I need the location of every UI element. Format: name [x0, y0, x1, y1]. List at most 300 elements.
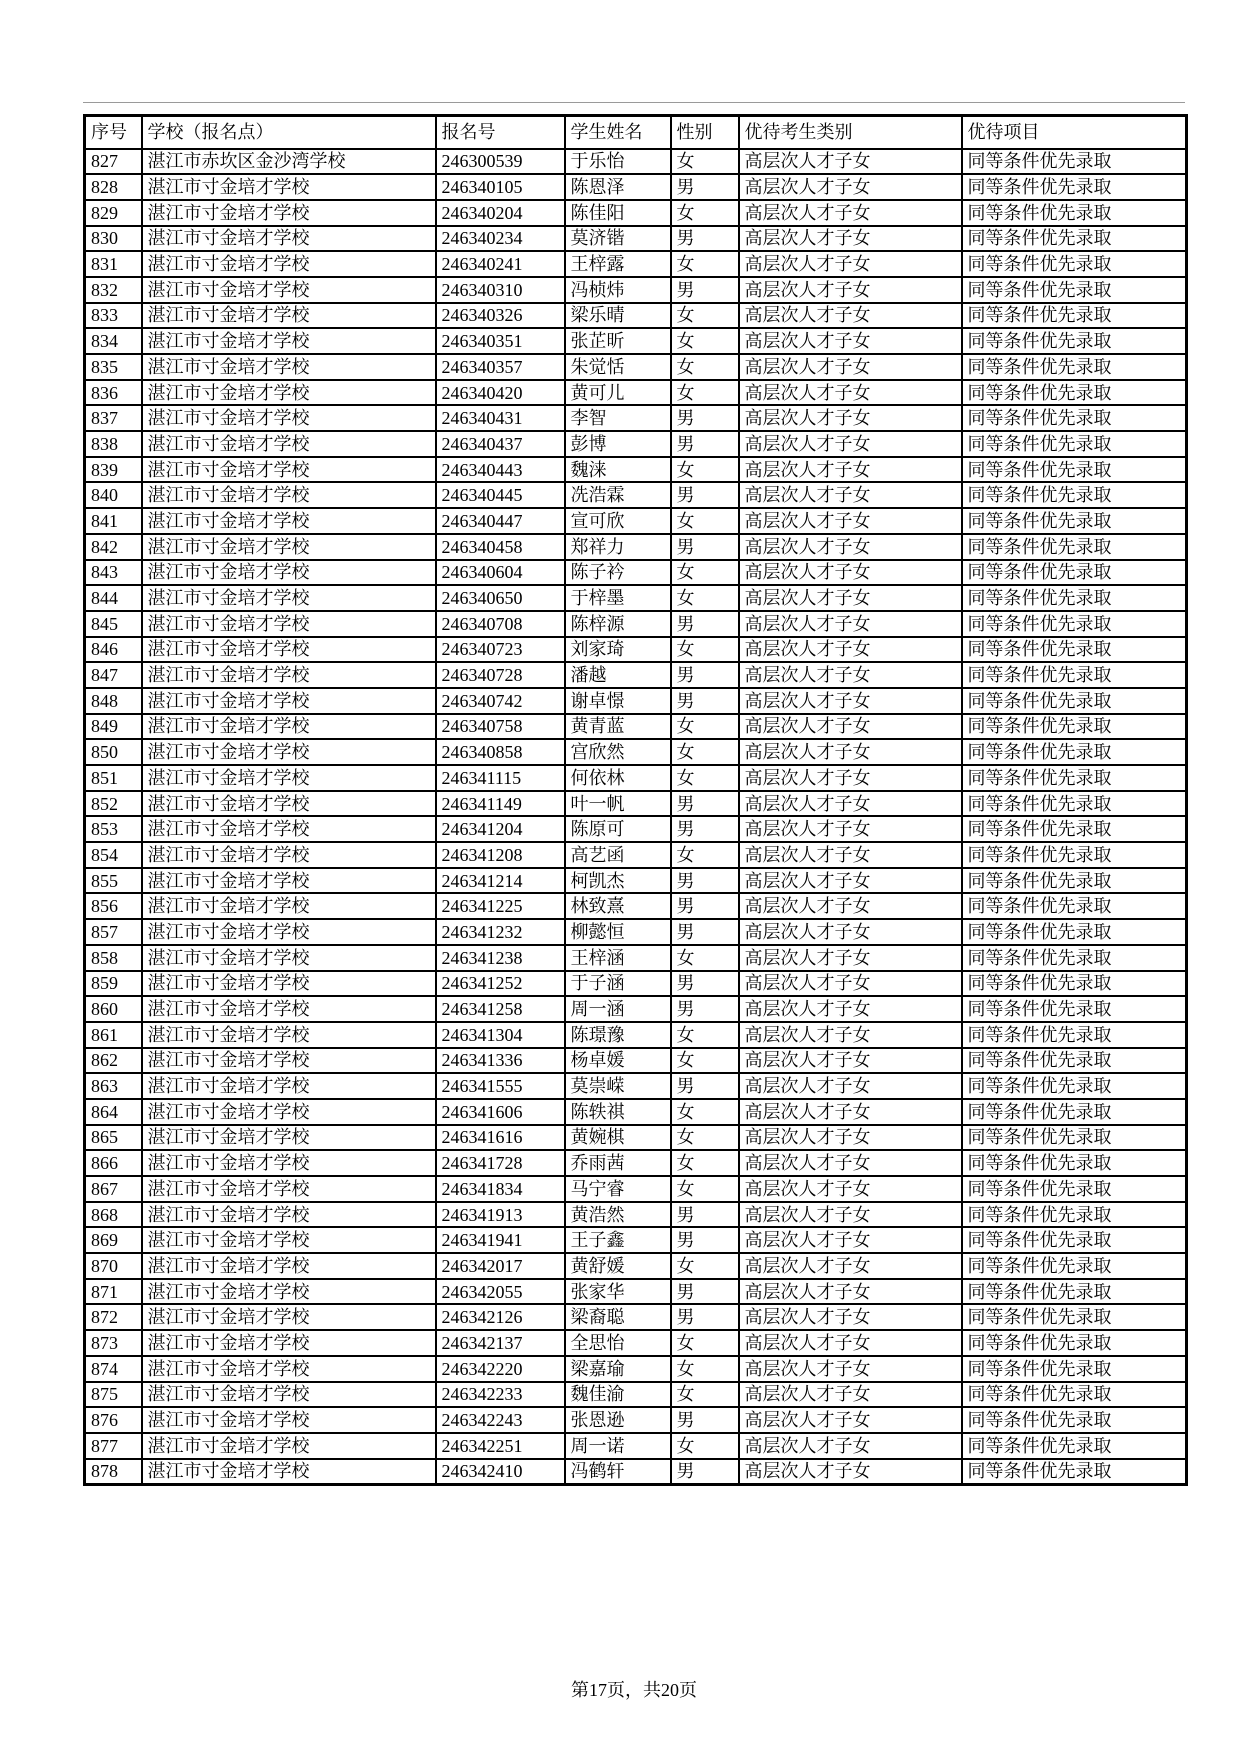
cell-school: 湛江市寸金培才学校: [142, 585, 436, 611]
table-row: [85, 1382, 1187, 1408]
table-row: [85, 996, 1187, 1022]
cell-student-name: 郑祥力: [565, 534, 671, 560]
cell-school: 湛江市寸金培才学校: [142, 1459, 436, 1485]
cell-gender: 男: [671, 1459, 739, 1485]
table-row: [85, 971, 1187, 997]
cell-seq: 858: [85, 945, 142, 971]
table-row: [85, 431, 1187, 457]
cell-category: 高层次人才子女: [739, 1048, 962, 1074]
cell-seq: 849: [85, 714, 142, 740]
cell-gender: 男: [671, 1227, 739, 1253]
cell-item: 同等条件优先录取: [962, 328, 1187, 354]
cell-category: 高层次人才子女: [739, 534, 962, 560]
cell-seq: 857: [85, 919, 142, 945]
cell-item: 同等条件优先录取: [962, 1227, 1187, 1253]
cell-school: 湛江市寸金培才学校: [142, 996, 436, 1022]
cell-gender: 女: [671, 765, 739, 791]
cell-category: 高层次人才子女: [739, 482, 962, 508]
cell-category: 高层次人才子女: [739, 1099, 962, 1125]
cell-category: 高层次人才子女: [739, 637, 962, 663]
header-school: 学校（报名点）: [142, 116, 436, 149]
page-number: 第17页，共20页: [571, 1680, 697, 1700]
cell-category: 高层次人才子女: [739, 328, 962, 354]
cell-category: 高层次人才子女: [739, 508, 962, 534]
cell-student-name: 乔雨茜: [565, 1150, 671, 1176]
cell-item: 同等条件优先录取: [962, 739, 1187, 765]
cell-item: 同等条件优先录取: [962, 1382, 1187, 1408]
header-row: [85, 116, 1187, 149]
cell-gender: 女: [671, 1150, 739, 1176]
cell-item: 同等条件优先录取: [962, 1304, 1187, 1330]
cell-student-name: 梁裔聪: [565, 1304, 671, 1330]
cell-item: 同等条件优先录取: [962, 534, 1187, 560]
cell-gender: 女: [671, 328, 739, 354]
cell-seq: 868: [85, 1202, 142, 1228]
cell-school: 湛江市寸金培才学校: [142, 200, 436, 226]
cell-school: 湛江市寸金培才学校: [142, 816, 436, 842]
cell-category: 高层次人才子女: [739, 1125, 962, 1151]
cell-reg-no: 246341555: [436, 1073, 565, 1099]
cell-seq: 829: [85, 200, 142, 226]
cell-item: 同等条件优先录取: [962, 405, 1187, 431]
cell-student-name: 全思怡: [565, 1330, 671, 1356]
cell-reg-no: 246340234: [436, 226, 565, 252]
table-row: [85, 200, 1187, 226]
cell-category: 高层次人才子女: [739, 765, 962, 791]
cell-item: 同等条件优先录取: [962, 303, 1187, 329]
cell-student-name: 莫崇嵘: [565, 1073, 671, 1099]
cell-gender: 女: [671, 508, 739, 534]
table-row: [85, 1150, 1187, 1176]
cell-seq: 866: [85, 1150, 142, 1176]
cell-student-name: 于梓墨: [565, 585, 671, 611]
cell-seq: 874: [85, 1356, 142, 1382]
table-row: [85, 1099, 1187, 1125]
cell-category: 高层次人才子女: [739, 714, 962, 740]
cell-item: 同等条件优先录取: [962, 816, 1187, 842]
cell-student-name: 高艺函: [565, 842, 671, 868]
cell-student-name: 朱觉恬: [565, 354, 671, 380]
cell-gender: 女: [671, 251, 739, 277]
cell-school: 湛江市寸金培才学校: [142, 868, 436, 894]
cell-gender: 女: [671, 149, 739, 175]
cell-reg-no: 246341204: [436, 816, 565, 842]
table-row: [85, 1304, 1187, 1330]
cell-gender: 女: [671, 1176, 739, 1202]
cell-gender: 女: [671, 560, 739, 586]
cell-seq: 847: [85, 662, 142, 688]
cell-seq: 839: [85, 457, 142, 483]
cell-reg-no: 246342233: [436, 1382, 565, 1408]
cell-category: 高层次人才子女: [739, 971, 962, 997]
cell-item: 同等条件优先录取: [962, 1202, 1187, 1228]
table-row: [85, 1330, 1187, 1356]
cell-category: 高层次人才子女: [739, 277, 962, 303]
cell-school: 湛江市寸金培才学校: [142, 765, 436, 791]
cell-reg-no: 246340420: [436, 380, 565, 406]
table-row: [85, 1227, 1187, 1253]
cell-category: 高层次人才子女: [739, 226, 962, 252]
cell-seq: 850: [85, 739, 142, 765]
cell-student-name: 陈梓源: [565, 611, 671, 637]
cell-reg-no: 246340458: [436, 534, 565, 560]
table-header: [85, 116, 1187, 149]
cell-item: 同等条件优先录取: [962, 277, 1187, 303]
cell-seq: 846: [85, 637, 142, 663]
cell-item: 同等条件优先录取: [962, 585, 1187, 611]
cell-school: 湛江市寸金培才学校: [142, 380, 436, 406]
cell-student-name: 陈佳阳: [565, 200, 671, 226]
cell-school: 湛江市寸金培才学校: [142, 534, 436, 560]
cell-gender: 女: [671, 637, 739, 663]
cell-school: 湛江市寸金培才学校: [142, 1356, 436, 1382]
cell-student-name: 马宁睿: [565, 1176, 671, 1202]
table-row: [85, 945, 1187, 971]
cell-gender: 女: [671, 354, 739, 380]
cell-item: 同等条件优先录取: [962, 1073, 1187, 1099]
cell-student-name: 黄可儿: [565, 380, 671, 406]
table-row: [85, 637, 1187, 663]
cell-student-name: 莫济锴: [565, 226, 671, 252]
table-row: [85, 380, 1187, 406]
cell-reg-no: 246340357: [436, 354, 565, 380]
cell-school: 湛江市寸金培才学校: [142, 354, 436, 380]
cell-school: 湛江市寸金培才学校: [142, 1073, 436, 1099]
cell-reg-no: 246340310: [436, 277, 565, 303]
cell-student-name: 陈轶祺: [565, 1099, 671, 1125]
cell-item: 同等条件优先录取: [962, 945, 1187, 971]
cell-category: 高层次人才子女: [739, 149, 962, 175]
cell-seq: 872: [85, 1304, 142, 1330]
cell-reg-no: 246341149: [436, 791, 565, 817]
cell-reg-no: 246340241: [436, 251, 565, 277]
cell-category: 高层次人才子女: [739, 893, 962, 919]
cell-school: 湛江市寸金培才学校: [142, 945, 436, 971]
cell-category: 高层次人才子女: [739, 354, 962, 380]
cell-category: 高层次人才子女: [739, 380, 962, 406]
cell-category: 高层次人才子女: [739, 585, 962, 611]
cell-category: 高层次人才子女: [739, 1202, 962, 1228]
cell-reg-no: 246342410: [436, 1459, 565, 1485]
cell-student-name: 杨卓媛: [565, 1048, 671, 1074]
table-row: [85, 1048, 1187, 1074]
cell-gender: 女: [671, 714, 739, 740]
cell-seq: 853: [85, 816, 142, 842]
cell-item: 同等条件优先录取: [962, 174, 1187, 200]
cell-reg-no: 246341616: [436, 1125, 565, 1151]
cell-student-name: 黄舒媛: [565, 1253, 671, 1279]
cell-category: 高层次人才子女: [739, 1073, 962, 1099]
cell-item: 同等条件优先录取: [962, 919, 1187, 945]
cell-category: 高层次人才子女: [739, 842, 962, 868]
cell-student-name: 柳懿恒: [565, 919, 671, 945]
cell-seq: 833: [85, 303, 142, 329]
cell-student-name: 刘家琦: [565, 637, 671, 663]
cell-reg-no: 246341238: [436, 945, 565, 971]
cell-reg-no: 246340351: [436, 328, 565, 354]
cell-item: 同等条件优先录取: [962, 868, 1187, 894]
cell-item: 同等条件优先录取: [962, 457, 1187, 483]
cell-item: 同等条件优先录取: [962, 688, 1187, 714]
cell-student-name: 谢卓憬: [565, 688, 671, 714]
cell-student-name: 潘越: [565, 662, 671, 688]
cell-gender: 女: [671, 1125, 739, 1151]
cell-item: 同等条件优先录取: [962, 1125, 1187, 1151]
cell-gender: 男: [671, 1304, 739, 1330]
table-row: [85, 328, 1187, 354]
cell-seq: 837: [85, 405, 142, 431]
header-seq: 序号: [85, 116, 142, 149]
cell-gender: 男: [671, 791, 739, 817]
cell-seq: 860: [85, 996, 142, 1022]
cell-seq: 827: [85, 149, 142, 175]
cell-seq: 834: [85, 328, 142, 354]
cell-category: 高层次人才子女: [739, 1279, 962, 1305]
cell-gender: 女: [671, 1253, 739, 1279]
cell-category: 高层次人才子女: [739, 688, 962, 714]
cell-item: 同等条件优先录取: [962, 251, 1187, 277]
cell-reg-no: 246342137: [436, 1330, 565, 1356]
cell-reg-no: 246341941: [436, 1227, 565, 1253]
cell-reg-no: 246341606: [436, 1099, 565, 1125]
cell-student-name: 陈璟豫: [565, 1022, 671, 1048]
cell-gender: 男: [671, 1407, 739, 1433]
cell-category: 高层次人才子女: [739, 303, 962, 329]
cell-gender: 男: [671, 893, 739, 919]
cell-student-name: 张家华: [565, 1279, 671, 1305]
cell-item: 同等条件优先录取: [962, 1176, 1187, 1202]
table-row: [85, 508, 1187, 534]
header-gender: 性别: [671, 116, 739, 149]
table-row: [85, 174, 1187, 200]
cell-seq: 835: [85, 354, 142, 380]
cell-student-name: 梁嘉瑜: [565, 1356, 671, 1382]
cell-category: 高层次人才子女: [739, 1176, 962, 1202]
cell-reg-no: 246341252: [436, 971, 565, 997]
cell-seq: 864: [85, 1099, 142, 1125]
cell-reg-no: 246342251: [436, 1433, 565, 1459]
cell-school: 湛江市寸金培才学校: [142, 842, 436, 868]
cell-student-name: 宣可欣: [565, 508, 671, 534]
cell-reg-no: 246341232: [436, 919, 565, 945]
cell-school: 湛江市寸金培才学校: [142, 1304, 436, 1330]
cell-category: 高层次人才子女: [739, 405, 962, 431]
cell-gender: 女: [671, 303, 739, 329]
cell-reg-no: 246340443: [436, 457, 565, 483]
cell-category: 高层次人才子女: [739, 1304, 962, 1330]
cell-school: 湛江市寸金培才学校: [142, 662, 436, 688]
cell-seq: 830: [85, 226, 142, 252]
cell-reg-no: 246340326: [436, 303, 565, 329]
cell-item: 同等条件优先录取: [962, 508, 1187, 534]
cell-school: 湛江市寸金培才学校: [142, 1407, 436, 1433]
cell-category: 高层次人才子女: [739, 816, 962, 842]
cell-school: 湛江市寸金培才学校: [142, 1150, 436, 1176]
cell-category: 高层次人才子女: [739, 1356, 962, 1382]
cell-category: 高层次人才子女: [739, 1022, 962, 1048]
cell-category: 高层次人才子女: [739, 431, 962, 457]
cell-school: 湛江市寸金培才学校: [142, 893, 436, 919]
cell-category: 高层次人才子女: [739, 1227, 962, 1253]
cell-school: 湛江市寸金培才学校: [142, 1330, 436, 1356]
cell-student-name: 周一诺: [565, 1433, 671, 1459]
table-row: [85, 765, 1187, 791]
table-row: [85, 1407, 1187, 1433]
table-row: [85, 1022, 1187, 1048]
cell-gender: 男: [671, 1073, 739, 1099]
cell-reg-no: 246340728: [436, 662, 565, 688]
cell-reg-no: 246341214: [436, 868, 565, 894]
cell-category: 高层次人才子女: [739, 662, 962, 688]
cell-item: 同等条件优先录取: [962, 637, 1187, 663]
cell-gender: 男: [671, 816, 739, 842]
cell-gender: 男: [671, 226, 739, 252]
cell-reg-no: 246341208: [436, 842, 565, 868]
cell-gender: 女: [671, 457, 739, 483]
cell-school: 湛江市寸金培才学校: [142, 405, 436, 431]
page-top-rule: [83, 102, 1185, 103]
cell-item: 同等条件优先录取: [962, 1048, 1187, 1074]
cell-gender: 女: [671, 842, 739, 868]
cell-school: 湛江市寸金培才学校: [142, 714, 436, 740]
cell-category: 高层次人才子女: [739, 868, 962, 894]
cell-reg-no: 246341913: [436, 1202, 565, 1228]
table-row: [85, 149, 1187, 175]
cell-item: 同等条件优先录取: [962, 1459, 1187, 1485]
cell-category: 高层次人才子女: [739, 200, 962, 226]
cell-reg-no: 246341336: [436, 1048, 565, 1074]
cell-seq: 865: [85, 1125, 142, 1151]
cell-gender: 男: [671, 611, 739, 637]
cell-gender: 男: [671, 919, 739, 945]
cell-school: 湛江市寸金培才学校: [142, 611, 436, 637]
cell-student-name: 梁乐晴: [565, 303, 671, 329]
cell-gender: 男: [671, 662, 739, 688]
cell-school: 湛江市寸金培才学校: [142, 508, 436, 534]
cell-student-name: 周一涵: [565, 996, 671, 1022]
cell-gender: 男: [671, 1279, 739, 1305]
cell-reg-no: 246300539: [436, 149, 565, 175]
cell-reg-no: 246341728: [436, 1150, 565, 1176]
cell-category: 高层次人才子女: [739, 1459, 962, 1485]
table-row: [85, 662, 1187, 688]
cell-student-name: 于子涵: [565, 971, 671, 997]
cell-seq: 841: [85, 508, 142, 534]
header-category: 优待考生类别: [739, 116, 962, 149]
cell-reg-no: 246340447: [436, 508, 565, 534]
cell-item: 同等条件优先录取: [962, 842, 1187, 868]
cell-category: 高层次人才子女: [739, 1330, 962, 1356]
header-item: 优待项目: [962, 116, 1187, 149]
cell-item: 同等条件优先录取: [962, 996, 1187, 1022]
cell-seq: 831: [85, 251, 142, 277]
cell-reg-no: 246341115: [436, 765, 565, 791]
table-row: [85, 1176, 1187, 1202]
cell-gender: 女: [671, 1356, 739, 1382]
table-row: [85, 251, 1187, 277]
cell-seq: 848: [85, 688, 142, 714]
cell-reg-no: 246340723: [436, 637, 565, 663]
cell-school: 湛江市寸金培才学校: [142, 277, 436, 303]
cell-category: 高层次人才子女: [739, 457, 962, 483]
cell-category: 高层次人才子女: [739, 1253, 962, 1279]
cell-item: 同等条件优先录取: [962, 200, 1187, 226]
cell-category: 高层次人才子女: [739, 1382, 962, 1408]
cell-student-name: 陈子衿: [565, 560, 671, 586]
cell-student-name: 陈原可: [565, 816, 671, 842]
cell-student-name: 张芷昕: [565, 328, 671, 354]
cell-student-name: 黄浩然: [565, 1202, 671, 1228]
cell-reg-no: 246340437: [436, 431, 565, 457]
cell-school: 湛江市寸金培才学校: [142, 1433, 436, 1459]
table-row: [85, 226, 1187, 252]
cell-reg-no: 246340204: [436, 200, 565, 226]
cell-student-name: 彭博: [565, 431, 671, 457]
table-row: [85, 868, 1187, 894]
table-row: [85, 1433, 1187, 1459]
cell-gender: 女: [671, 1022, 739, 1048]
cell-student-name: 叶一帆: [565, 791, 671, 817]
cell-school: 湛江市寸金培才学校: [142, 1048, 436, 1074]
table-row: [85, 303, 1187, 329]
cell-school: 湛江市寸金培才学校: [142, 1176, 436, 1202]
cell-seq: 875: [85, 1382, 142, 1408]
cell-school: 湛江市赤坎区金沙湾学校: [142, 149, 436, 175]
table-row: [85, 534, 1187, 560]
cell-item: 同等条件优先录取: [962, 1330, 1187, 1356]
cell-item: 同等条件优先录取: [962, 662, 1187, 688]
cell-item: 同等条件优先录取: [962, 431, 1187, 457]
cell-category: 高层次人才子女: [739, 919, 962, 945]
cell-category: 高层次人才子女: [739, 174, 962, 200]
cell-gender: 女: [671, 200, 739, 226]
cell-category: 高层次人才子女: [739, 611, 962, 637]
cell-gender: 女: [671, 585, 739, 611]
cell-item: 同等条件优先录取: [962, 354, 1187, 380]
cell-school: 湛江市寸金培才学校: [142, 482, 436, 508]
cell-gender: 女: [671, 1048, 739, 1074]
cell-seq: 845: [85, 611, 142, 637]
cell-gender: 男: [671, 405, 739, 431]
cell-seq: 842: [85, 534, 142, 560]
table-row: [85, 1253, 1187, 1279]
cell-seq: 862: [85, 1048, 142, 1074]
cell-reg-no: 246342055: [436, 1279, 565, 1305]
cell-school: 湛江市寸金培才学校: [142, 971, 436, 997]
cell-seq: 870: [85, 1253, 142, 1279]
cell-seq: 840: [85, 482, 142, 508]
cell-reg-no: 246340708: [436, 611, 565, 637]
cell-item: 同等条件优先录取: [962, 1253, 1187, 1279]
preferential-students-table: [83, 114, 1188, 1486]
cell-school: 湛江市寸金培才学校: [142, 1125, 436, 1151]
cell-school: 湛江市寸金培才学校: [142, 174, 436, 200]
header-student-name: 学生姓名: [565, 116, 671, 149]
cell-item: 同等条件优先录取: [962, 1407, 1187, 1433]
cell-seq: 867: [85, 1176, 142, 1202]
cell-reg-no: 246341834: [436, 1176, 565, 1202]
cell-reg-no: 246340858: [436, 739, 565, 765]
cell-student-name: 黄青蓝: [565, 714, 671, 740]
table-row: [85, 1073, 1187, 1099]
cell-school: 湛江市寸金培才学校: [142, 431, 436, 457]
cell-reg-no: 246340431: [436, 405, 565, 431]
cell-gender: 男: [671, 1202, 739, 1228]
cell-reg-no: 246340445: [436, 482, 565, 508]
cell-student-name: 林致熹: [565, 893, 671, 919]
cell-gender: 女: [671, 1382, 739, 1408]
cell-category: 高层次人才子女: [739, 1150, 962, 1176]
